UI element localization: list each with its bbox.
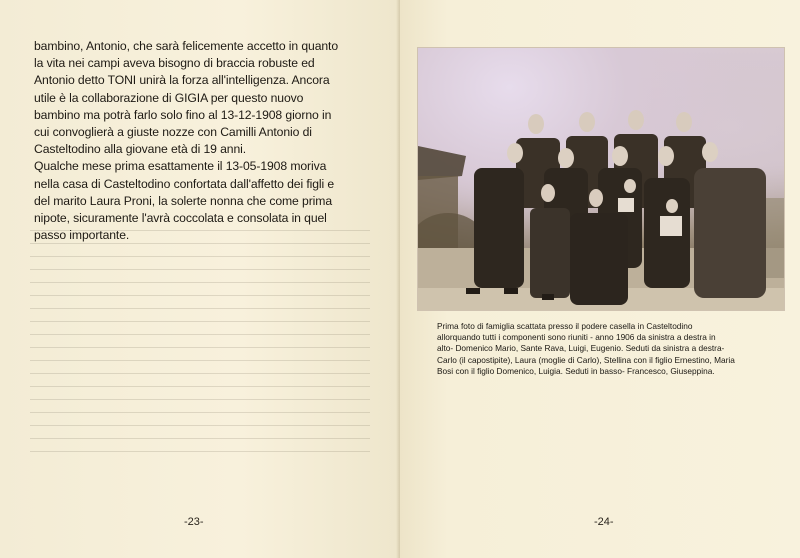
caption-line: Prima foto di famiglia scattata presso il podere casella in Casteltodino: [437, 321, 693, 331]
text-line: nella casa di Casteltodino confortata dall'affetto dei figli e: [34, 176, 335, 191]
caption-line: Bosi con il figlio Domenico, Luigia. Seduti in basso- Francesco, Giuseppina.: [437, 365, 715, 376]
show-through-text: [30, 230, 370, 500]
family-photo: [418, 48, 784, 310]
caption-line: alto- Domenico Mario, Sante Rava, Luigi, Eugenio. Seduti da sinistra a destra-: [437, 343, 725, 354]
caption-line: allorquando tutti i componenti sono riuniti - anno 1906 da sinistra a destra in: [437, 332, 716, 343]
text-line: Casteltodino alla giovane età di 19 anni.: [34, 142, 247, 157]
caption-line: Carlo (il capostipite), Laura (moglie di Carlo), Stellina con il figlio Ernestino, Maria: [437, 354, 735, 365]
text-line: la vita nei campi aveva bisogno di braccia robuste ed: [34, 56, 315, 71]
text-line: Antonio detto TONI unirà la forza all'intelligenza. Ancora: [34, 73, 330, 88]
photo-caption: [437, 321, 773, 377]
body-text: [34, 38, 360, 244]
family-photo-drawing: [418, 48, 784, 310]
text-line: Qualche mese prima esattamente il 13-05-1908 moriva: [34, 159, 327, 174]
text-line: nipote, sicuramente l'avrà coccolata e consolata in quel: [34, 211, 327, 226]
text-line: utile è la collaborazione di GIGIA per questo nuovo: [34, 90, 304, 105]
page-number: -23-: [184, 516, 204, 528]
text-line: del marito Laura Proni, la solerte nonna che come prima: [34, 193, 332, 208]
text-line: cui convoglierà a giuste nozze con Camilli Antonio di: [34, 125, 312, 140]
text-line: passo importante.: [34, 228, 130, 243]
text-line: bambino, Antonio, che sarà felicemente accetto in quanto: [34, 39, 339, 53]
page-number: -24-: [594, 516, 614, 528]
text-line: bambino ma potrà farlo solo fino al 13-12-1908 giorno in: [34, 107, 332, 122]
